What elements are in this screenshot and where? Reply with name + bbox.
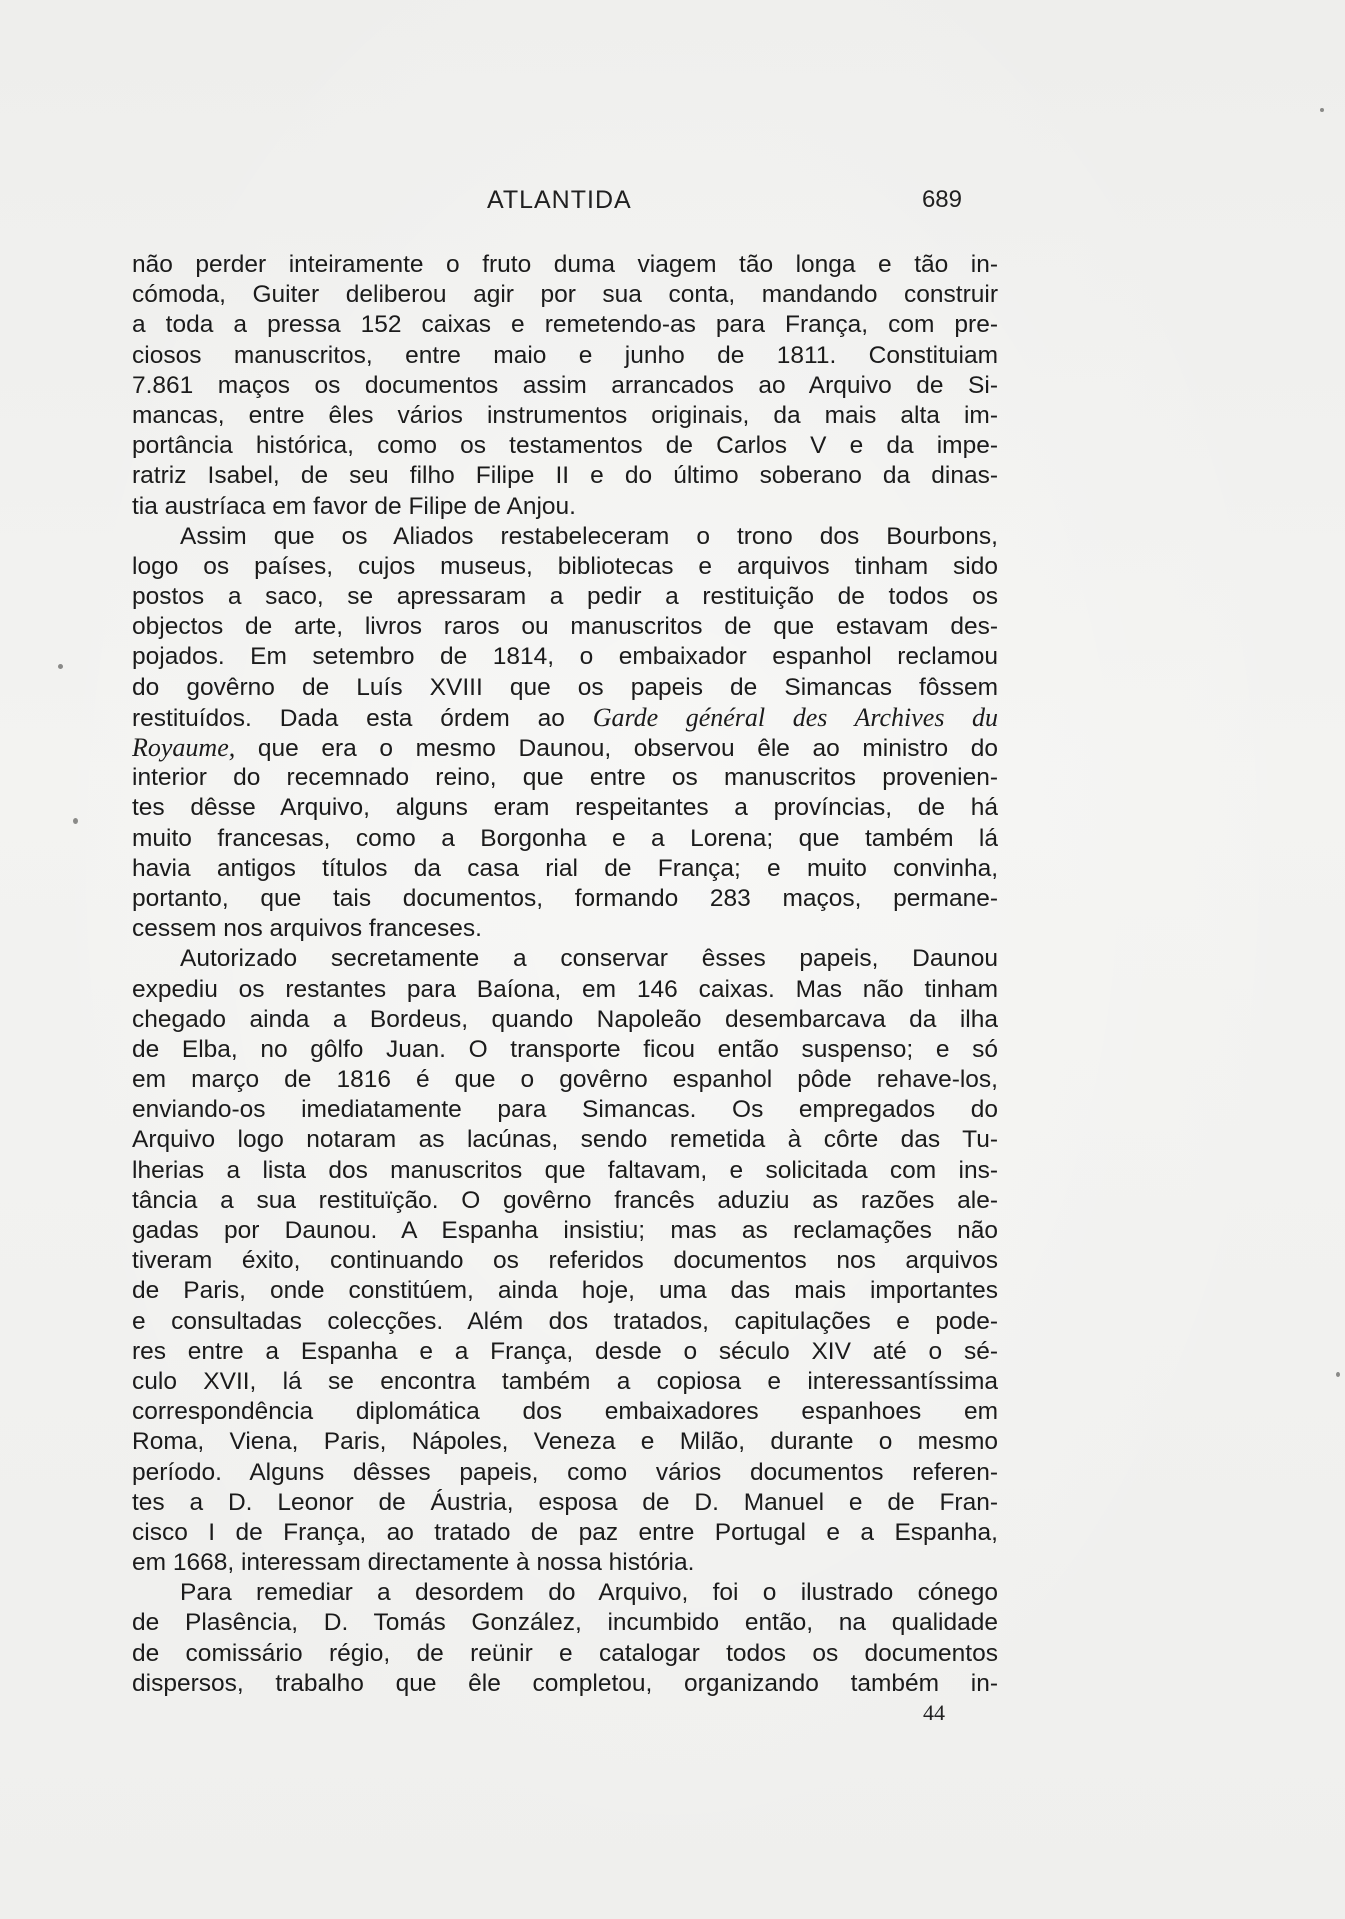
italic-title: Royaume, [132,733,236,762]
text-line: muito francesas, como a Borgonha e a Lorena; que também lá [132,824,998,852]
text-run: que era o mesmo Daunou, [235,735,634,762]
paper-speck [1336,1372,1340,1377]
text-line: ratriz Isabel, de seu filho Filipe II e do último soberano da dinas- [132,462,998,490]
text-line: cómoda, Guiter deliberou agir por sua conta, mandando construir [132,281,998,309]
text-line: culo XVII, lá se encontra também a copiosa e interessantíssima [132,1367,998,1395]
paper-speck [73,818,78,824]
text-line: logo os países, cujos museus, bibliotecas e arquivos tinham sido [132,552,998,580]
text-line: mancas, entre êles vários instrumentos originais, da mais alta im- [132,401,998,429]
text-line: portância histórica, como os testamentos de Carlos V e da impe- [132,432,998,460]
text-line: Roma, Viena, Paris, Nápoles, Veneza e Milão, durante o mesmo [132,1428,998,1456]
text-line: cessem nos arquivos franceses. [132,915,482,943]
text-line: em 1668, interessam directamente à nossa história. [132,1549,695,1577]
paper-speck [1320,108,1324,112]
text-line: tiveram éxito, continuando os referidos documentos nos arquivos [132,1247,998,1275]
text-line: ciosos manuscritos, entre maio e junho de 1811. Constituiam [132,341,998,369]
text-line: havia antigos títulos da casa rial de França; e muito convinha, [132,854,998,882]
text-line: pojados. Em setembro de 1814, o embaixador espanhol reclamou [132,643,998,671]
text-line: Autorizado secretamente a conservar êsses papeis, Daunou [180,945,998,973]
text-line: tes a D. Leonor de Áustria, esposa de D. Manuel e de Fran- [132,1488,998,1516]
text-line: Assim que os Aliados restabeleceram o trono dos Bourbons, [180,522,998,550]
text-line [132,733,998,763]
text-line: Arquivo logo notaram as lacúnas, sendo remetida à côrte das Tu- [132,1126,998,1154]
text-line: período. Alguns dêsses papeis, como vários documentos referen- [132,1458,998,1486]
paper-speck [58,664,63,669]
text-line: interior do recemnado reino, que entre os manuscritos provenien- [132,764,998,792]
text-line: res entre a Espanha e a França, desde o século XIV até o sé- [132,1337,998,1365]
text-line: de Paris, onde constitúem, ainda hoje, uma das mais importantes [132,1277,998,1305]
text-line: portanto, que tais documentos, formando 283 maços, permane- [132,884,998,912]
text-line: enviando-os imediatamente para Simancas. Os empregados do [132,1096,998,1124]
text-run: observou êle ao ministro do [633,735,998,762]
text-run: restituídos. Dada esta órdem ao [132,704,593,732]
text-line: 7.861 maços os documentos assim arrancados ao Arquivo de Si- [132,371,998,399]
text-line: de Plasência, D. Tomás González, incumbido então, na qualidade [132,1609,998,1637]
text-line: postos a saco, se apressaram a pedir a restituição de todos os [132,583,998,611]
text-line: não perder inteiramente o fruto duma viagem tão longa e tão in- [132,251,998,278]
page-number: 689 [921,186,962,213]
body-text [132,250,998,1699]
text-line: tância a sua restituïção. O govêrno francês aduziu as razões ale- [132,1186,998,1214]
text-line [132,703,998,733]
text-line: Para remediar a desordem do Arquivo, foi o ilustrado cónego [180,1579,998,1607]
text-line: cisco I de França, ao tratado de paz entre Portugal e a Espanha, [132,1518,998,1546]
text-line: a toda a pressa 152 caixas e remetendo-as para França, com pre- [132,311,998,339]
running-title: ATLANTIDA [487,186,632,214]
text-line: tes dêsse Arquivo, alguns eram respeitantes a províncias, de há [132,794,998,822]
text-line: dispersos, trabalho que êle completou, organizando também in- [132,1669,998,1697]
text-line: correspondência diplomática dos embaixadores espanhoes em [132,1398,998,1426]
signature-mark: 44 [923,1700,945,1725]
text-line: expediu os restantes para Baíona, em 146 caixas. Mas não tinham [132,975,998,1003]
italic-title: Garde général des Archives du [592,702,998,732]
text-line: do govêrno de Luís XVIII que os papeis de Simancas fôssem [132,673,998,701]
text-line: de Elba, no gôlfo Juan. O transporte ficou então suspenso; e só [132,1035,998,1063]
text-line: chegado ainda a Bordeus, quando Napoleão desembarcava da ilha [132,1005,998,1033]
text-line: e consultadas colecções. Além dos tratados, capitulações e pode- [132,1307,998,1335]
text-line: gadas por Daunou. A Espanha insistiu; mas as reclamações não [132,1217,998,1244]
text-line: objectos de arte, livros raros ou manuscritos de que estavam des- [132,613,998,641]
text-line: tia austríaca em favor de Filipe de Anjou. [132,492,576,520]
text-line: lherias a lista dos manuscritos que faltavam, e solicitada com ins- [132,1156,998,1184]
text-line: de comissário régio, de reünir e catalogar todos os documentos [132,1639,998,1667]
text-line: em março de 1816 é que o govêrno espanhol pôde rehave-los, [132,1066,998,1094]
running-header [132,186,962,222]
